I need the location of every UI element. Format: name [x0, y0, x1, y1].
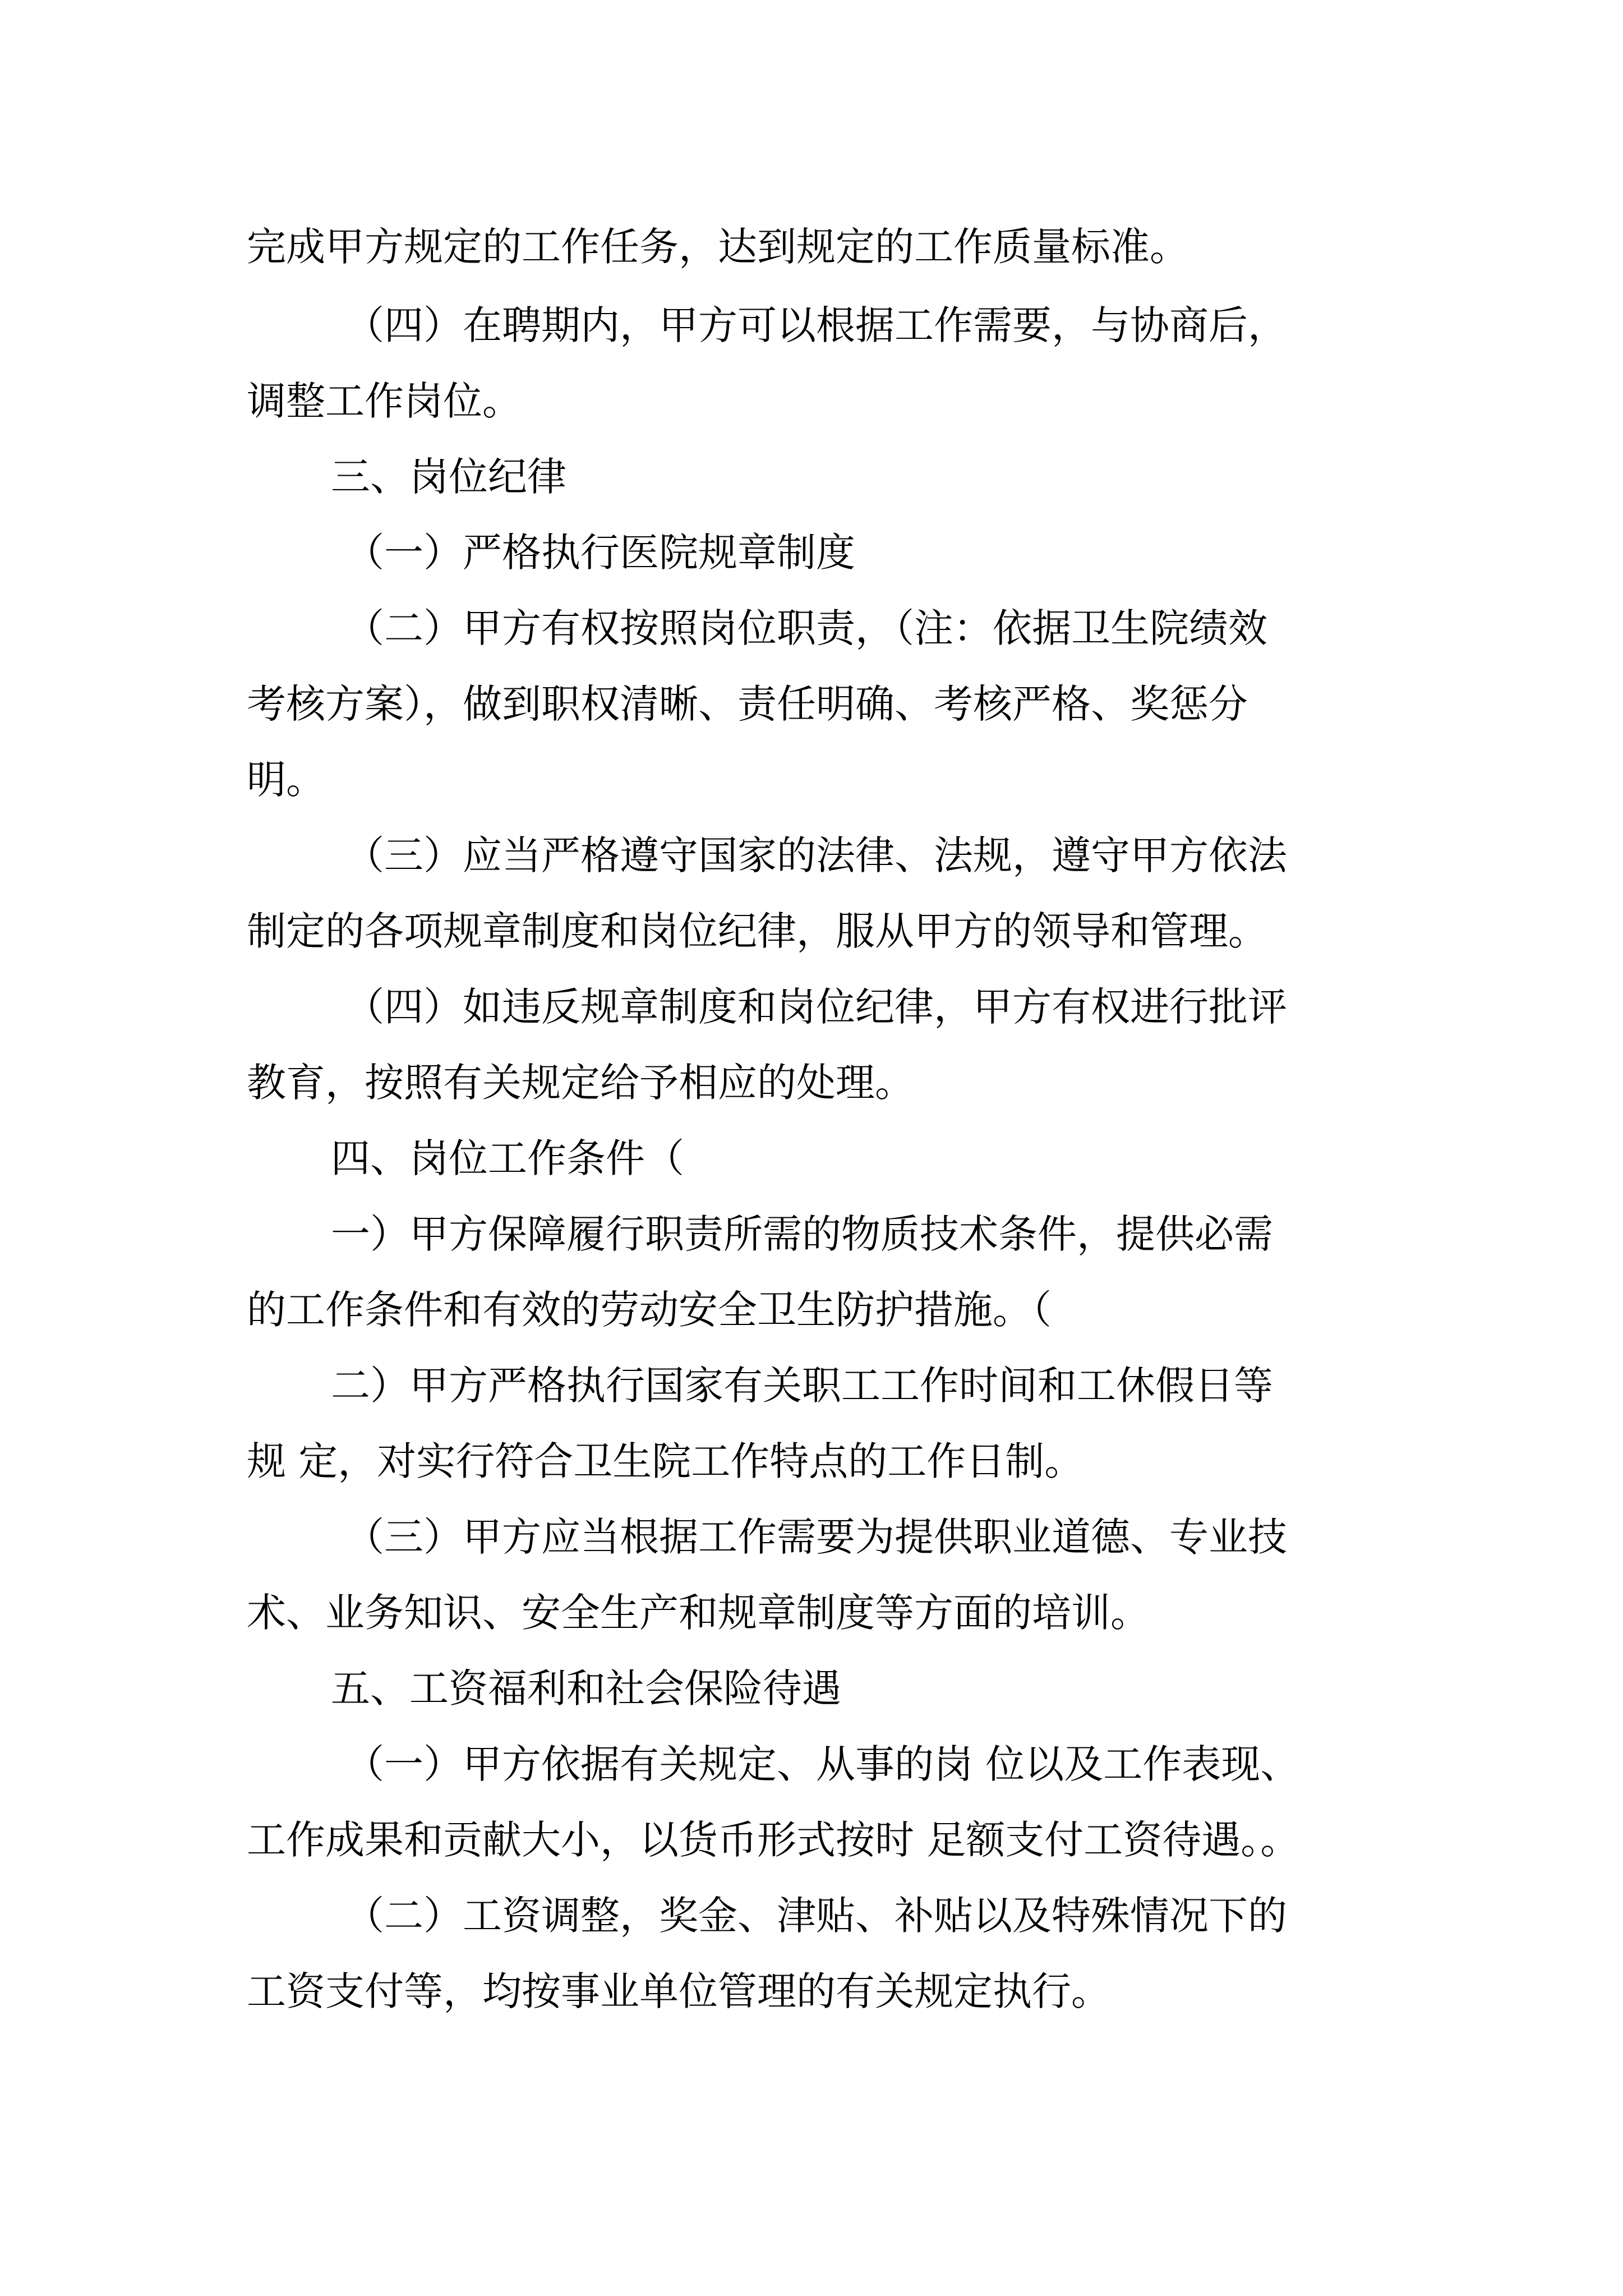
text-line: 术、业务知识、安全生产和规章制度等方面的培训。: [247, 1590, 1150, 1636]
text-line: 明。: [247, 757, 325, 803]
text-line: 考核方案），做到职权清晰、责任明确、考核严格、奖惩分: [247, 681, 1248, 727]
text-line: 调整工作岗位。: [247, 378, 522, 424]
text-line: 一）甲方保障履行职责所需的物质技术条件，提供必需: [331, 1211, 1273, 1257]
text-line: （二）工资调整，奖金、津贴、补贴以及特殊情况下的: [345, 1893, 1287, 1939]
text-line: 二）甲方严格执行国家有关职工工作时间和工休假日等: [331, 1363, 1273, 1409]
text-line: （三）应当严格遵守国家的法律、法规，遵守甲方依法: [345, 832, 1287, 878]
text-line: （一）甲方依据有关规定、从事的岗 位以及工作表现、: [345, 1741, 1300, 1787]
text-line: （四）如违反规章制度和岗位纪律，甲方有权进行批评: [345, 984, 1287, 1030]
text-line: 教育，按照有关规定给予相应的处理。: [247, 1060, 914, 1106]
text-line: 工资支付等，均按事业单位管理的有关规定执行。: [247, 1968, 1110, 2014]
text-line: （一）严格执行医院规章制度: [345, 530, 855, 576]
text-line: 规 定，对实行符合卫生院工作特点的工作日制。: [247, 1438, 1084, 1484]
text-line: （三）甲方应当根据工作需要为提供职业道德、专业技: [345, 1514, 1287, 1560]
text-line: 制定的各项规章制度和岗位纪律，服从甲方的领导和管理。: [247, 908, 1267, 954]
section-heading: 四、岗位工作条件（: [331, 1135, 684, 1181]
text-line: 的工作条件和有效的劳动安全卫生防护措施。（: [247, 1287, 1052, 1333]
section-heading: 五、工资福利和社会保险待遇: [331, 1665, 841, 1711]
section-heading: 三、岗位纪律: [331, 454, 566, 500]
text-line: 工作成果和贡献大小，以货币形式按时 足额支付工资待遇。。: [247, 1817, 1300, 1863]
text-line: （二）甲方有权按照岗位职责，（注：依据卫生院绩效: [345, 605, 1267, 651]
text-line: 完成甲方规定的工作任务，达到规定的工作质量标准。: [247, 224, 1189, 270]
text-line: （四）在聘期内，甲方可以根据工作需要，与协商后，: [345, 302, 1287, 348]
